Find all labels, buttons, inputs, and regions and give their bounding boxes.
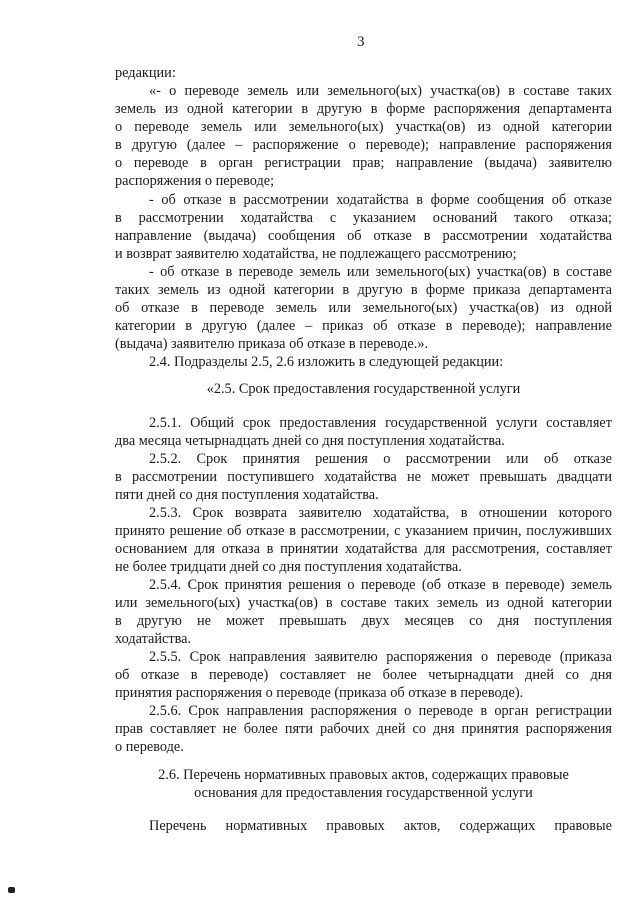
text-line: - об отказе в рассмотрении ходатайства в форме сообщения об отказе <box>149 192 612 208</box>
section-heading: «2.5. Срок предоставления государственной услуги <box>206 381 521 397</box>
text-line: Перечень нормативных правовых актов, содержащих правовые <box>149 818 612 834</box>
text-line: прав составляет не более пяти рабочих дней со дня принятия распоряжения <box>115 721 612 737</box>
text-line: направление (выдача) сообщения об отказе в рассмотрении ходатайства <box>115 228 612 244</box>
section-heading: основания для предоставления государственной услуги <box>194 785 533 801</box>
text-line: о переводе. <box>115 739 184 755</box>
text-line: в рассмотрении ходатайства с указанием оснований такого отказа; <box>115 210 612 226</box>
text-line: 2.4. Подразделы 2.5, 2.6 изложить в следующей редакции: <box>149 354 504 370</box>
text-line: в другую не может превышать двух месяцев со дня поступления <box>115 613 612 629</box>
text-line: об отказе в переводе) составляет не более четырнадцати дней со дня <box>115 667 612 683</box>
page-number: 3 <box>357 34 365 50</box>
section-heading: 2.6. Перечень нормативных правовых актов, содержащих правовые <box>158 767 569 783</box>
text-line: - об отказе в переводе земель или земельного(ых) участка(ов) в составе <box>149 264 612 280</box>
text-line: два месяца четырнадцать дней со дня поступления ходатайства. <box>115 433 505 449</box>
text-line: и возврат заявителю ходатайства, не подлежащего рассмотрению; <box>115 246 517 262</box>
text-line: 2.5.1. Общий срок предоставления государственной услуги составляет <box>149 415 612 431</box>
text-line: земель из одной категории в другую в форме распоряжения департамента <box>115 101 612 117</box>
text-line: категории в другую (далее – приказ об отказе в переводе); направление <box>115 318 612 334</box>
text-line: таких земель из одной категории в другую в форме приказа департамента <box>115 282 612 298</box>
text-line: принятия распоряжения о переводе (приказа об отказе в переводе). <box>115 685 524 701</box>
text-line: или земельного(ых) участка(ов) в составе таких земель из одной категории <box>115 595 612 611</box>
scan-mark <box>8 887 15 893</box>
text-line: основанием для отказа в принятии ходатайства для рассмотрения, составляет <box>115 541 612 557</box>
text-line: об отказе в переводе земель или земельного(ых) участка(ов) из одной <box>115 300 612 316</box>
text-line: 2.5.4. Срок принятия решения о переводе (об отказе в переводе) земель <box>149 577 612 593</box>
text-line: о переводе в орган регистрации прав; направление (выдача) заявителю <box>115 155 612 171</box>
text-line: принято решение об отказе в рассмотрении, с указанием причин, послуживших <box>115 523 612 539</box>
text-line: 2.5.2. Срок принятия решения о рассмотрении или об отказе <box>149 451 612 467</box>
text-line: в другую (далее – распоряжение о переводе); направление распоряжения <box>115 137 612 153</box>
text-line: в рассмотрении поступившего ходатайства не может превышать двадцати <box>115 469 612 485</box>
text-line: «- о переводе земель или земельного(ых) участка(ов) в составе таких <box>149 83 612 99</box>
text-line: распоряжения о переводе; <box>115 173 275 189</box>
text-line: 2.5.3. Срок возврата заявителю ходатайства, в отношении которого <box>149 505 612 521</box>
text-line: ходатайства. <box>115 631 192 647</box>
text-line: пяти дней со дня поступления ходатайства. <box>115 487 379 503</box>
text-line: 2.5.6. Срок направления распоряжения о переводе в орган регистрации <box>149 703 612 719</box>
text-line: о переводе земель или земельного(ых) участка(ов) из одной категории <box>115 119 612 135</box>
text-line: 2.5.5. Срок направления заявителю распоряжения о переводе (приказа <box>149 649 612 665</box>
text-line: не более тридцати дней со дня поступления ходатайства. <box>115 559 462 575</box>
text-line: (выдача) заявителю приказа об отказе в переводе.». <box>115 336 429 352</box>
text-line: редакции: <box>115 65 176 81</box>
